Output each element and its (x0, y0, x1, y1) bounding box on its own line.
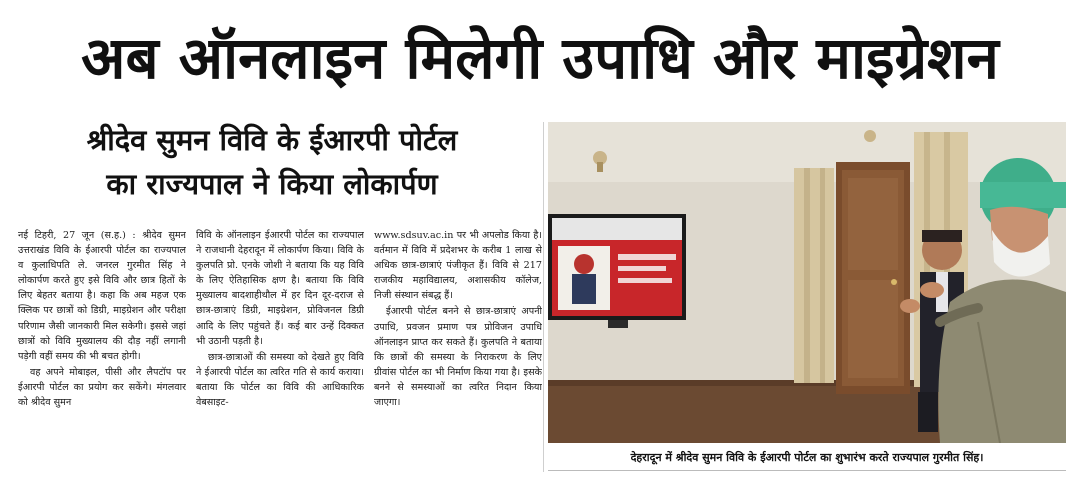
paragraph: www.sdsuv.ac.in पर भी अपलोड किया है। वर्तमान में विवि में प्रदेशभर के करीब 1 लाख से अधिक छात्र-छात्राएं पंजीकृत हैं। विवि से 217 राजकीय महाविद्यालय, अशासकीय कॉलेज, निजी संस्थान संबद्ध हैं। (374, 230, 542, 302)
paragraph: नई टिहरी, 27 जून (स.ह.) : श्रीदेव सुमन उत्तराखंड विवि के ईआरपी पोर्टल का राज्यपाल व कुलाधिपति ले. जनरल गुरमीत सिंह ने लोकार्पण करते हुए इसे विवि और छात्र हितों के लिए बेहतर बताया है। कहा कि अब महज एक क्लिक पर छात्रों को डिग्री, माइग्रेशन और परीक्षा परिणाम जैसी जानकारी मिल सकेगी। इससे जहां छात्रों को विवि मुख्यालय की दौड़ नहीं लगानी पड़ेगी वहीं समय की भी बचत होगी। (18, 230, 186, 362)
subheadline (14, 118, 530, 206)
article-column-3 (374, 228, 542, 474)
news-photo (548, 122, 1066, 443)
photo-caption: देहरादून में श्रीदेव सुमन विवि के ईआरपी पोर्टल का शुभारंभ करते राज्यपाल गुरमीत सिंह। (548, 446, 1066, 471)
article-body (18, 228, 542, 474)
paragraph: विवि के ऑनलाइन ईआरपी पोर्टल का राज्यपाल ने राजधानी देहरादून में लोकार्पण किया। विवि के कुलपति प्रो. एनके जोशी ने बताया कि यह विवि के लिए ऐतिहासिक क्षण है। बताया कि विवि मुख्यालय बादशाहीथौल में हर दिन दूर-दराज से छात्र-छात्राएं डिग्री, माइग्रेशन, प्रोविजनल डिग्री आदि के लिए पहुंचते हैं। कई बार उन्हें दिक्कत भी उठानी पड़ती है। (196, 230, 364, 347)
column-divider (543, 122, 544, 472)
subheadline-line-1: श्रीदेव सुमन विवि के ईआरपी पोर्टल (86, 123, 458, 157)
subheadline-line-2: का राज्यपाल ने किया लोकार्पण (106, 167, 438, 201)
paragraph: वह अपने मोबाइल, पीसी और लैपटॉप पर ईआरपी पोर्टल का प्रयोग कर सकेंगे। मंगलवार को श्रीदेव सुमन (18, 366, 186, 409)
paragraph: ईआरपी पोर्टल बनने से छात्र-छात्राएं अपनी उपाधि, प्रवजन प्रमाण पत्र प्रोविजन उपाधि ऑनलाइन प्राप्त कर सकते हैं। कुलपति ने बताया कि छात्रों की समस्या के निराकरण के लिए ग्रीवांस पोर्टल का भी निर्माण किया गया है। इसके बनने से समस्याओं का त्वरित निदान किया जाएगा। (374, 306, 542, 409)
photo-illustration (548, 122, 1066, 443)
headline: अब ऑनलाइन मिलेगी उपाधि और माइग्रेशन (81, 24, 999, 92)
article-column-1 (18, 228, 186, 474)
article-column-2 (196, 228, 364, 474)
paragraph: छात्र-छात्राओं की समस्या को देखते हुए विवि ने ईआरपी पोर्टल का त्वरित गति से कार्य कराया। बताया कि पोर्टल का विवि की आधिकारिक वेबसाइट- (196, 351, 364, 409)
